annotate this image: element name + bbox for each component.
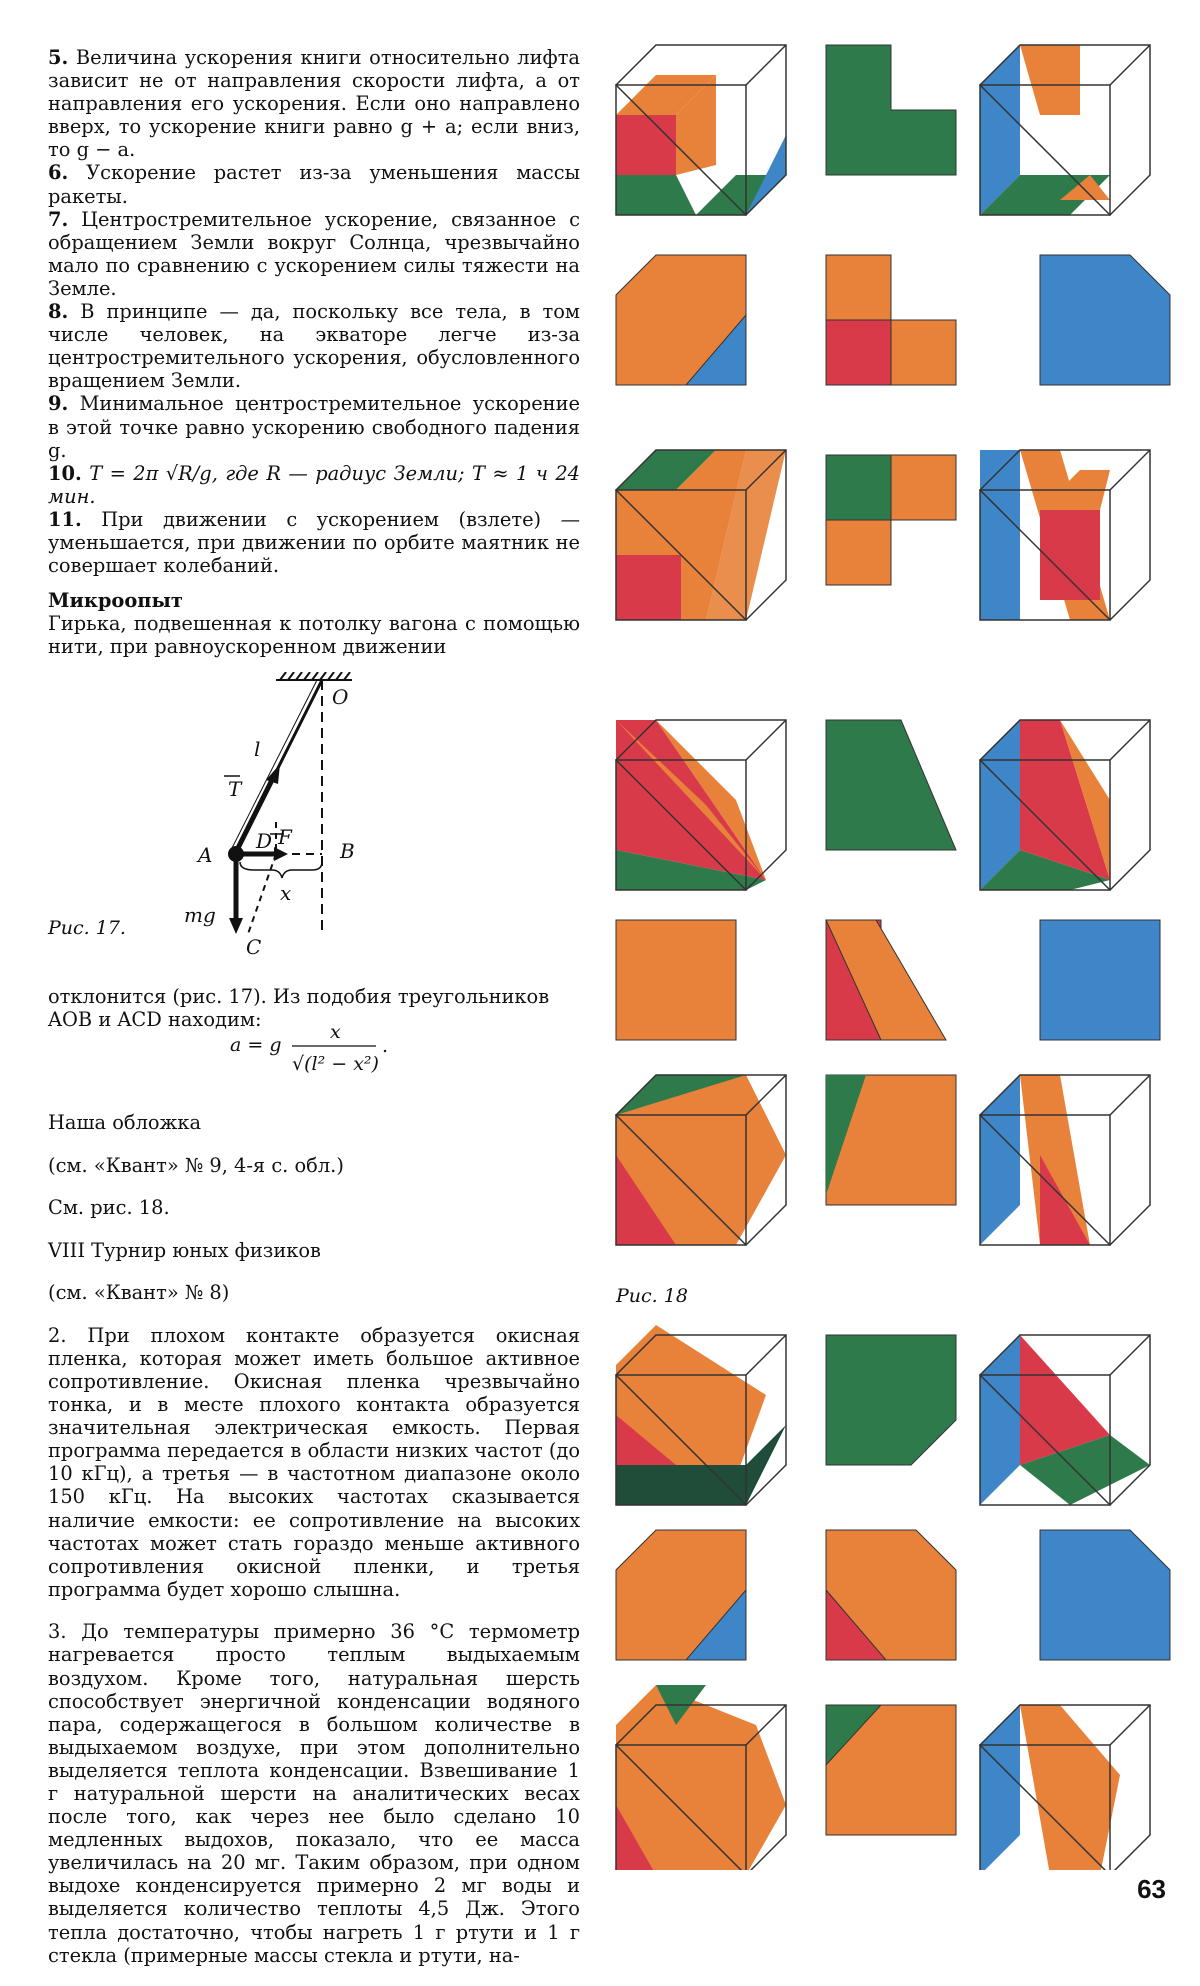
answer-9: 9. Минимальное центростремительное ускорение в этой точке равно ускорению свободного падения g.: [48, 392, 580, 462]
group3-side-b: [826, 1530, 956, 1660]
group1-iso-right: [980, 45, 1150, 215]
label-D: D: [256, 829, 273, 853]
thread-line-2: [231, 680, 317, 850]
answer-7: 7. Центростремительное ускорение, связанное с обращением Земли вокруг Солнца, чрезвычайно мало по сравнению с ускорением силы тяжести на Земле.: [48, 207, 580, 300]
group1-side-b: [826, 255, 956, 385]
group2-front-c: [826, 1075, 956, 1205]
figure-18: [610, 40, 1180, 1870]
formula-a: [230, 1018, 440, 1078]
group2-iso-c: [616, 1075, 786, 1245]
cover-title: Наша обложка: [48, 1111, 202, 1135]
label-x: x: [280, 881, 292, 905]
tournament-ref: (см. «Квант» № 8): [48, 1281, 230, 1305]
answer-8: 8. В принципе — да, поскольку все тела, в том числе человек, на экваторе легче из-за центростремительного ускорения, обусловленного вращением Земли.: [48, 300, 580, 393]
formula-end: .: [382, 1035, 389, 1057]
group2-square-orange: [616, 920, 736, 1040]
label-F: F: [278, 825, 292, 849]
group3-side-c: [1040, 1530, 1170, 1660]
label-B: B: [340, 839, 355, 863]
micro-heading: Микроопыт: [48, 589, 183, 613]
answer-6: 6. Ускорение растет из-за уменьшения массы ракеты.: [48, 161, 581, 208]
group1-side-c: [1040, 255, 1170, 385]
group2-iso-b: [980, 720, 1150, 890]
group3-iso-d: [980, 1705, 1150, 1870]
weight-ball: [228, 846, 244, 862]
group3-front-green: [826, 1335, 956, 1465]
label-A: A: [198, 843, 213, 867]
figure-18-caption: Рис. 18: [616, 1285, 688, 1307]
group2-square-blue: [1040, 920, 1160, 1040]
group2-front-trapezoid: [826, 720, 956, 850]
ceiling-hatch: [276, 672, 352, 680]
group2-iso-d: [980, 1075, 1150, 1245]
group3-front-c: [826, 1705, 956, 1835]
group1-iso-d: [980, 450, 1150, 620]
group3-side-a: [616, 1530, 746, 1660]
cover-see: См. рис. 18.: [48, 1196, 170, 1220]
after-figure-text: отклонится (рис. 17). Из подобия треугольников AOB и ACD находим:: [48, 985, 550, 1032]
x-brace: [240, 862, 322, 878]
group1-iso-left: [616, 45, 786, 215]
answer-5: 5. Величина ускорения книги относительно лифта зависит не от направления скорости лифта, а от направления его ускорения. Если оно направлено вверх, то ускорение книги равно g + a; если вниз, то g − a.: [48, 46, 580, 162]
tournament-heading: VIII Турнир юных физиков: [48, 1238, 321, 1262]
group3-iso-a: [616, 1325, 786, 1505]
label-O: O: [332, 685, 349, 709]
answers-column: [48, 46, 580, 658]
cover-and-tournament: [48, 1092, 580, 1986]
answer-11: 11. При движении с ускорением (взлете) — уменьшается, при движении по орбите маятник не совершает колебаний.: [48, 507, 580, 578]
ac-dashed: [248, 854, 276, 934]
label-T: T: [228, 777, 242, 801]
formula-denominator: √(l² − x²): [292, 1053, 379, 1075]
figure-17-caption: Рис. 17.: [48, 917, 126, 939]
group3-iso-b: [980, 1335, 1150, 1505]
gravity-arrowhead: [229, 918, 243, 934]
group2-split: [826, 920, 946, 1040]
tournament-answer-2: 2. При плохом контакте образуется окисная пленка, которая может иметь большое активное сопротивление. Окисная пленка чрезвычайно тонка, и в месте плохого контакта образуется значительная электрическая емкость. Первая программа передается в области низких частот (до 10 кГц), а третья — в частотном диапазоне около 150 кГц. На высоких частотах сказывается наличие емкости: ее сопротивление на высоких частотах может стать гораздо меньше активного сопротивления окисной пленки, и третья программа будет хорошо слышна.: [48, 1323, 581, 1601]
group1-front: [826, 45, 956, 175]
formula-lhs: a = g: [230, 1034, 282, 1056]
group2-iso-a: [616, 720, 786, 890]
group1-side-a: [616, 255, 746, 385]
group3-iso-c: [616, 1685, 786, 1870]
page-number: 63: [1137, 1874, 1166, 1904]
label-l: l: [254, 737, 261, 761]
formula-numerator: x: [330, 1021, 341, 1043]
label-mg: mg: [184, 903, 216, 927]
label-C: C: [246, 935, 262, 959]
figure-17: [44, 672, 424, 962]
force-arrowhead: [274, 847, 288, 861]
tournament-answer-3: 3. До температуры примерно 36 °C термометр нагревается просто теплым выдыхаемым воздухом. Кроме того, натуральная шерсть способствует энергичной конденсации водяного пара, содержащегося в большом количестве в выдыхаемом воздухе, при этом дополнительно выделяется теплота конденсации. Взвешивание 1 г натуральной шерсти на аналитических весах после того, как через нее было сделано 10 медленных выдохов, показало, что ее масса увеличилась на 20 мг. Таким образом, при одном выдохе конденсируется примерно 2 мг воды и выделяется количество теплоты 4,5 Дж. Этого тепла достаточно, чтобы нагреть 1 г ртути и 1 г стекла (примерные массы стекла и ртути, на-: [48, 1620, 580, 1967]
answer-10: 10. T = 2π √R/g, где R — радиус Земли; T ≈ 1 ч 24 мин.: [48, 461, 580, 508]
group1-iso-c: [616, 450, 786, 620]
micro-text: Гирька, подвешенная к потолку вагона с помощью нити, при равноускоренном движении: [48, 612, 580, 659]
cover-ref: (см. «Квант» № 9, 4-я с. обл.): [48, 1153, 344, 1177]
group1-cross: [826, 455, 956, 585]
